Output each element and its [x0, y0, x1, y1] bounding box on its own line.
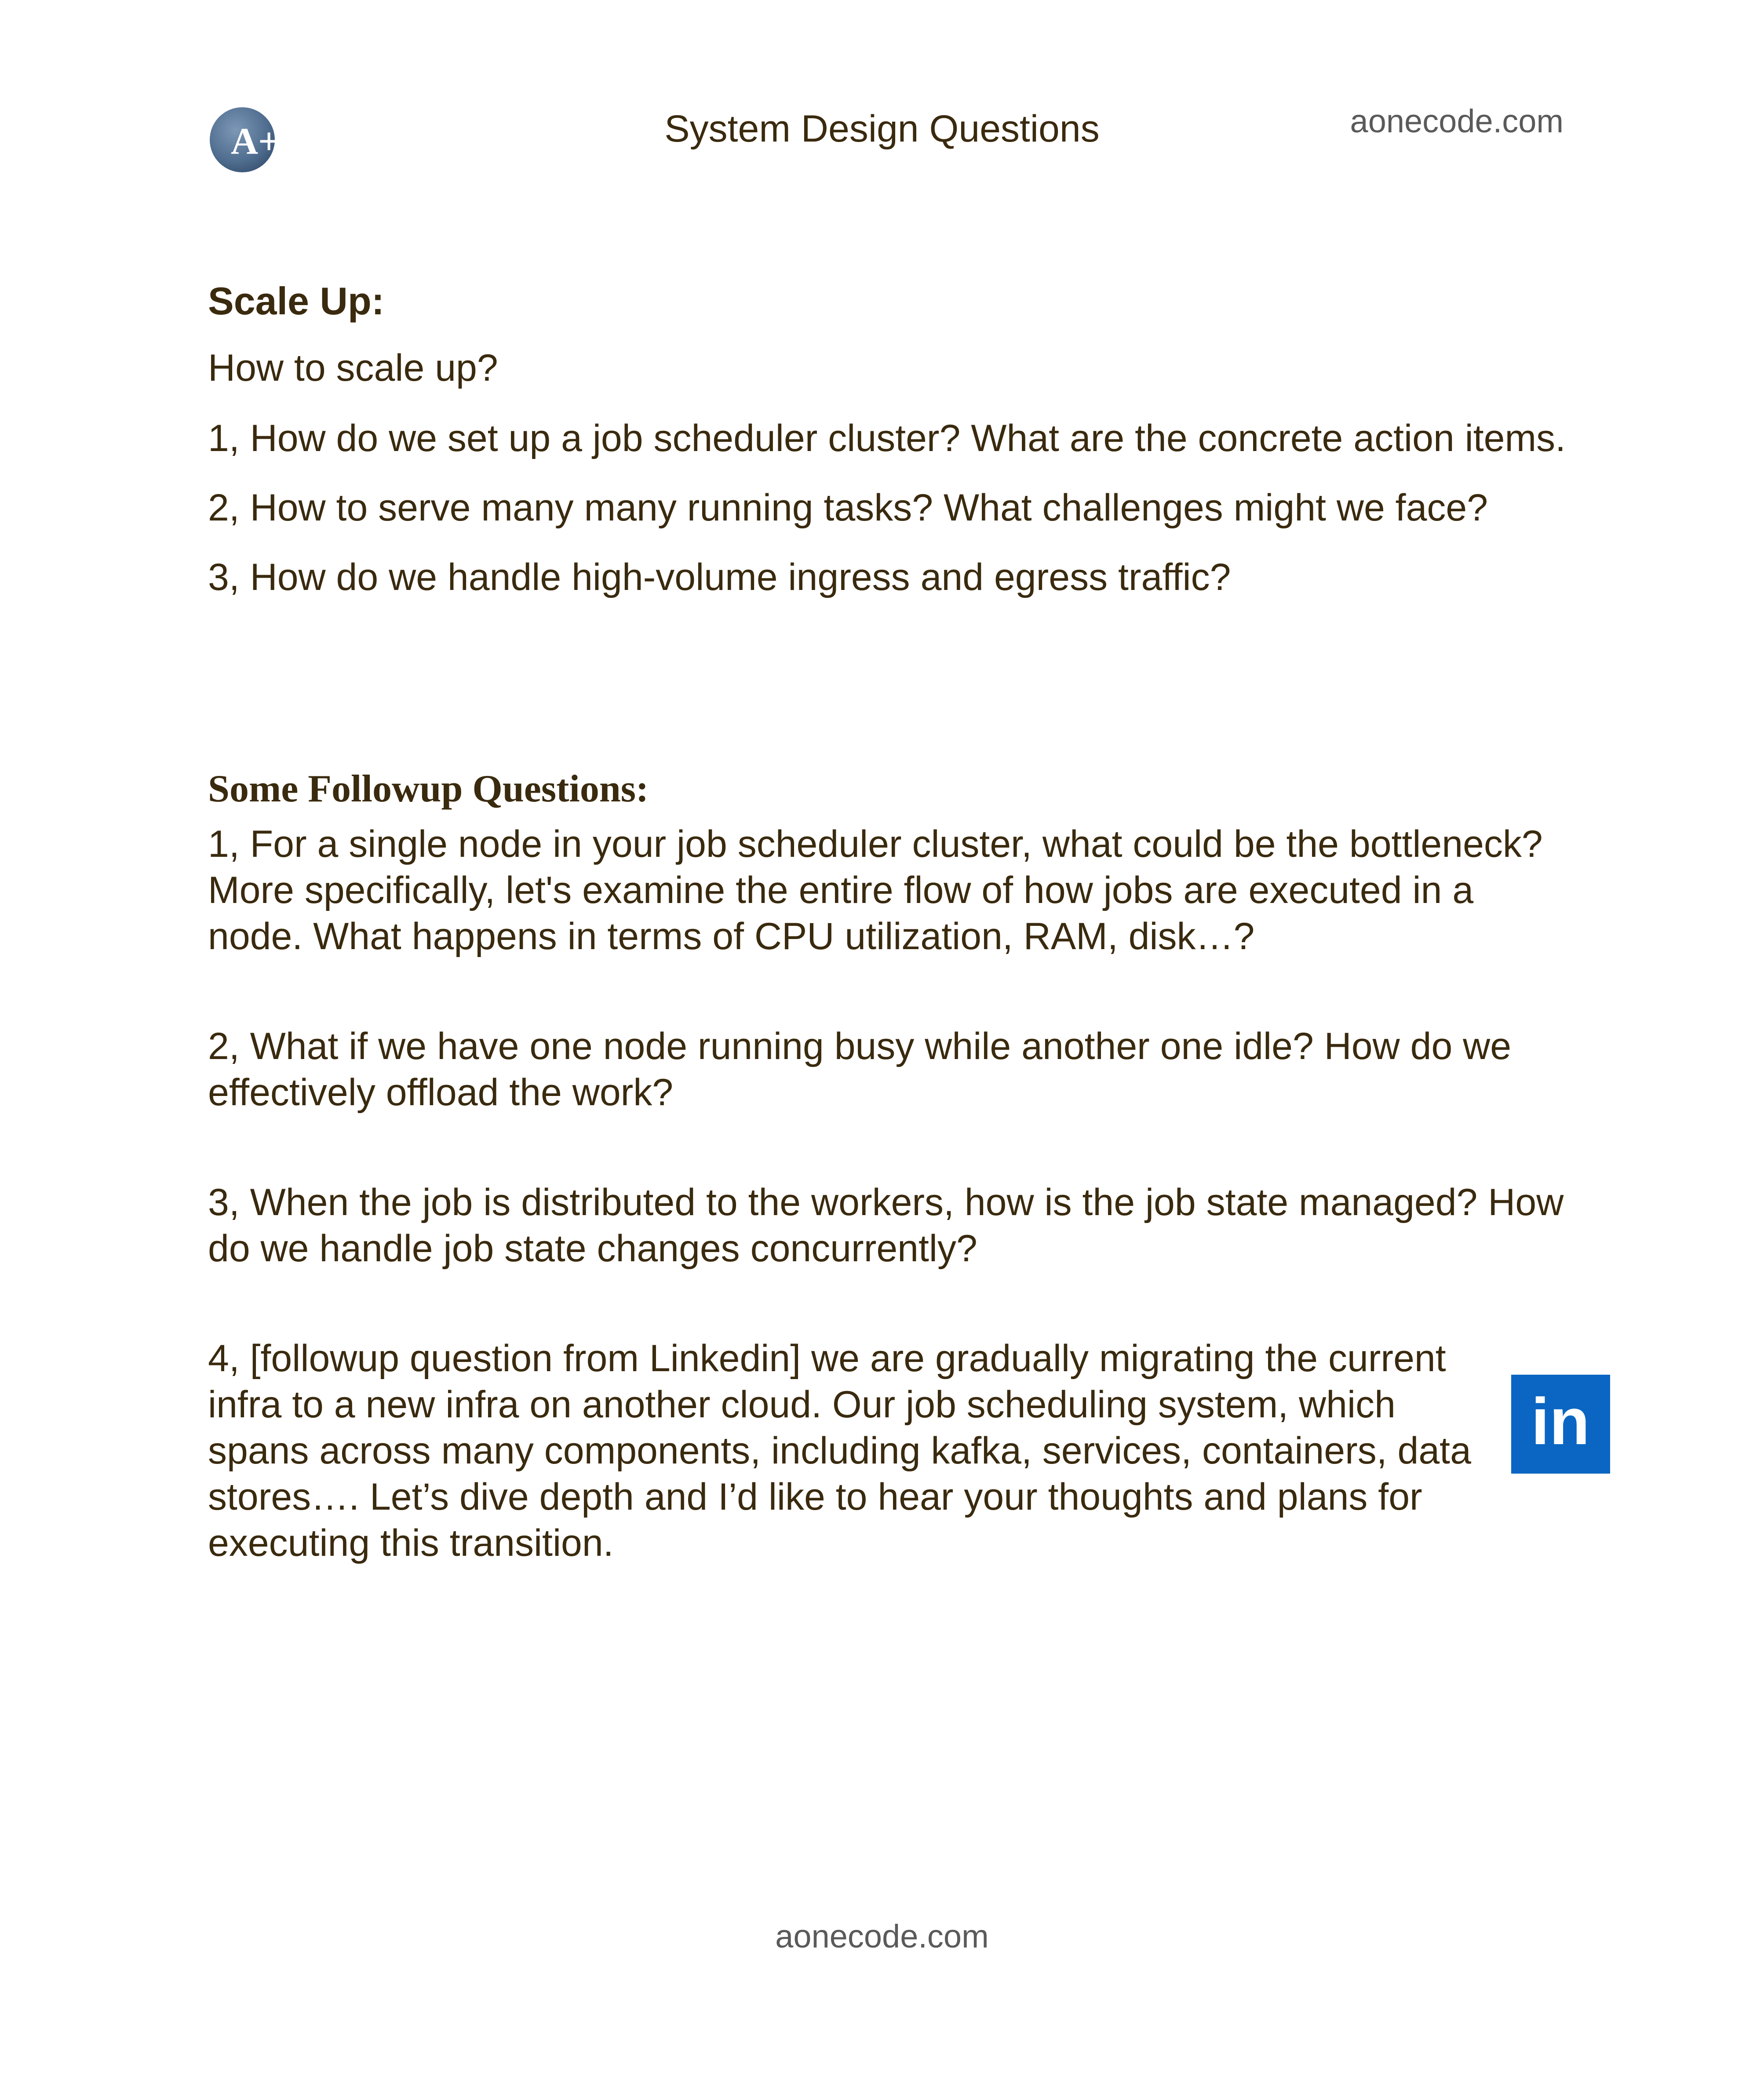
followup-item: 3, When the job is distributed to the workers, how is the job state managed? How do we handle job state changes concurrently?	[208, 1181, 1564, 1270]
a-plus-plus-logo-icon	[208, 105, 302, 175]
footer-site-link[interactable]: aonecode.com	[775, 1918, 989, 1955]
scale-up-item: 1, How do we set up a job scheduler cluster? What are the concrete action items.	[208, 417, 1566, 459]
linkedin-text: in	[1531, 1384, 1590, 1458]
logo-text: A++	[231, 120, 302, 162]
followup-item: 1, For a single node in your job scheduler cluster, what could be the bottleneck? More specifically, let's examine the entire flow of how jobs are executed in a node. What happens in terms of CPU utilization, RAM, disk…?	[208, 823, 1543, 957]
followup-item: 4, [followup question from Linkedin] we are gradually migrating the current infra to a new infra on another cloud. Our job scheduling system, which spans across many components, including kafka, services, containers, data stores…. Let’s dive depth and I’d like to hear your thoughts and plans for executing this transition.	[208, 1337, 1471, 1564]
scale-up-item: 3, How do we handle high-volume ingress and egress traffic?	[208, 556, 1231, 598]
scale-up-heading: Scale Up:	[208, 279, 385, 323]
header-site-link[interactable]: aonecode.com	[1350, 103, 1564, 139]
scale-up-intro: How to scale up?	[208, 347, 498, 389]
page-title: System Design Questions	[664, 108, 1100, 150]
linkedin-icon	[1511, 1375, 1610, 1474]
followup-item: 2, What if we have one node running busy while another one idle? How do we effectively offload the work?	[208, 1025, 1512, 1114]
followup-heading: Some Followup Questions:	[208, 768, 649, 810]
scale-up-item: 2, How to serve many many running tasks? What challenges might we face?	[208, 487, 1488, 529]
